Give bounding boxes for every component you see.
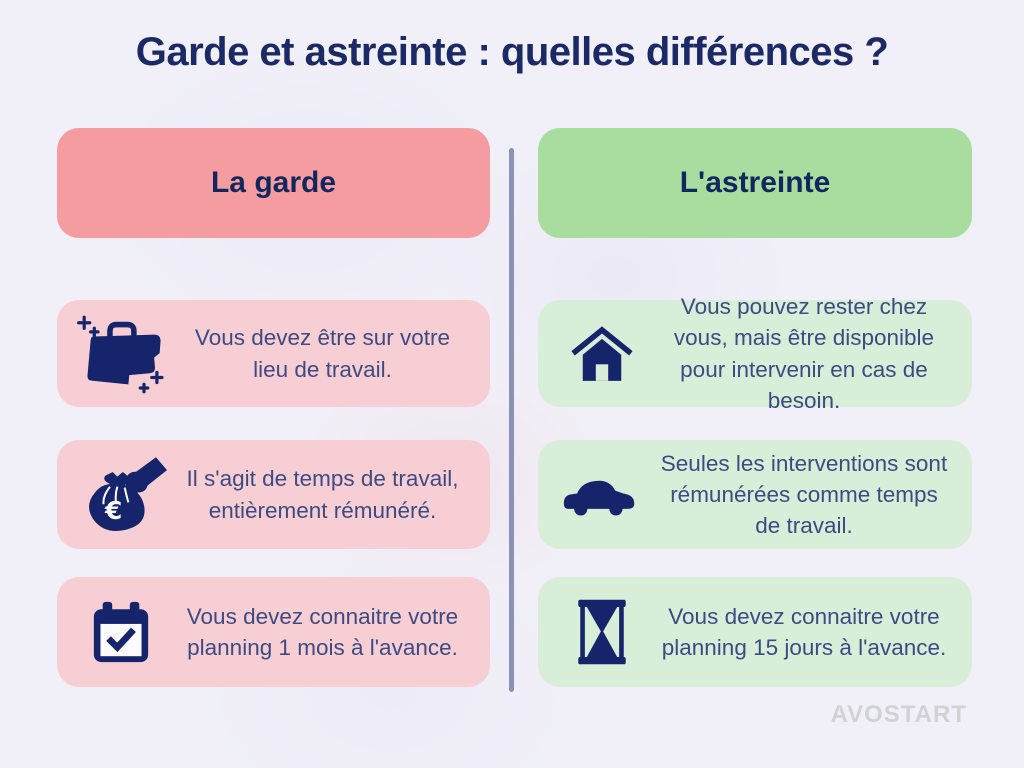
astreinte-card-interventions — [538, 440, 972, 549]
garde-card-workplace — [57, 300, 490, 407]
card-text-planning-astreinte: Vous devez connaitre votre planning 15 jours à l'avance. — [661, 603, 947, 660]
brand-watermark: AVOSTART — [830, 701, 967, 728]
garde-card-planning — [57, 577, 490, 687]
calendar-check-icon — [71, 600, 171, 664]
briefcase-icon — [71, 311, 171, 397]
svg-text:€: € — [104, 495, 123, 525]
column-divider — [509, 148, 514, 692]
card-text-interventions: Seules les interventions sont rémunérées comme temps de travail. — [660, 450, 948, 539]
car-icon — [552, 472, 652, 518]
astreinte-header-label: L'astreinte — [679, 166, 831, 199]
astreinte-card-planning — [538, 577, 972, 687]
card-text-home: Vous pouvez rester chez vous, mais être disponible pour intervenir en cas de besoin. — [673, 294, 935, 413]
card-text-planning-garde: Vous devez connaitre votre planning 1 mois à l'avance. — [186, 603, 459, 660]
astreinte-card-home — [538, 294, 972, 413]
astreinte-header — [538, 128, 972, 238]
house-icon — [552, 323, 652, 385]
hourglass-icon — [552, 599, 652, 665]
card-text-workplace: Vous devez être sur votre lieu de travail. — [194, 325, 451, 382]
garde-header-label: La garde — [210, 166, 337, 199]
garde-card-pay — [57, 440, 490, 549]
money-bag-icon — [71, 454, 171, 536]
page-title: Garde et astreinte : quelles différences ? — [135, 30, 889, 74]
garde-header — [57, 128, 490, 238]
card-text-pay: Il s'agit de temps de travail, entièrement rémunéré. — [186, 466, 459, 523]
